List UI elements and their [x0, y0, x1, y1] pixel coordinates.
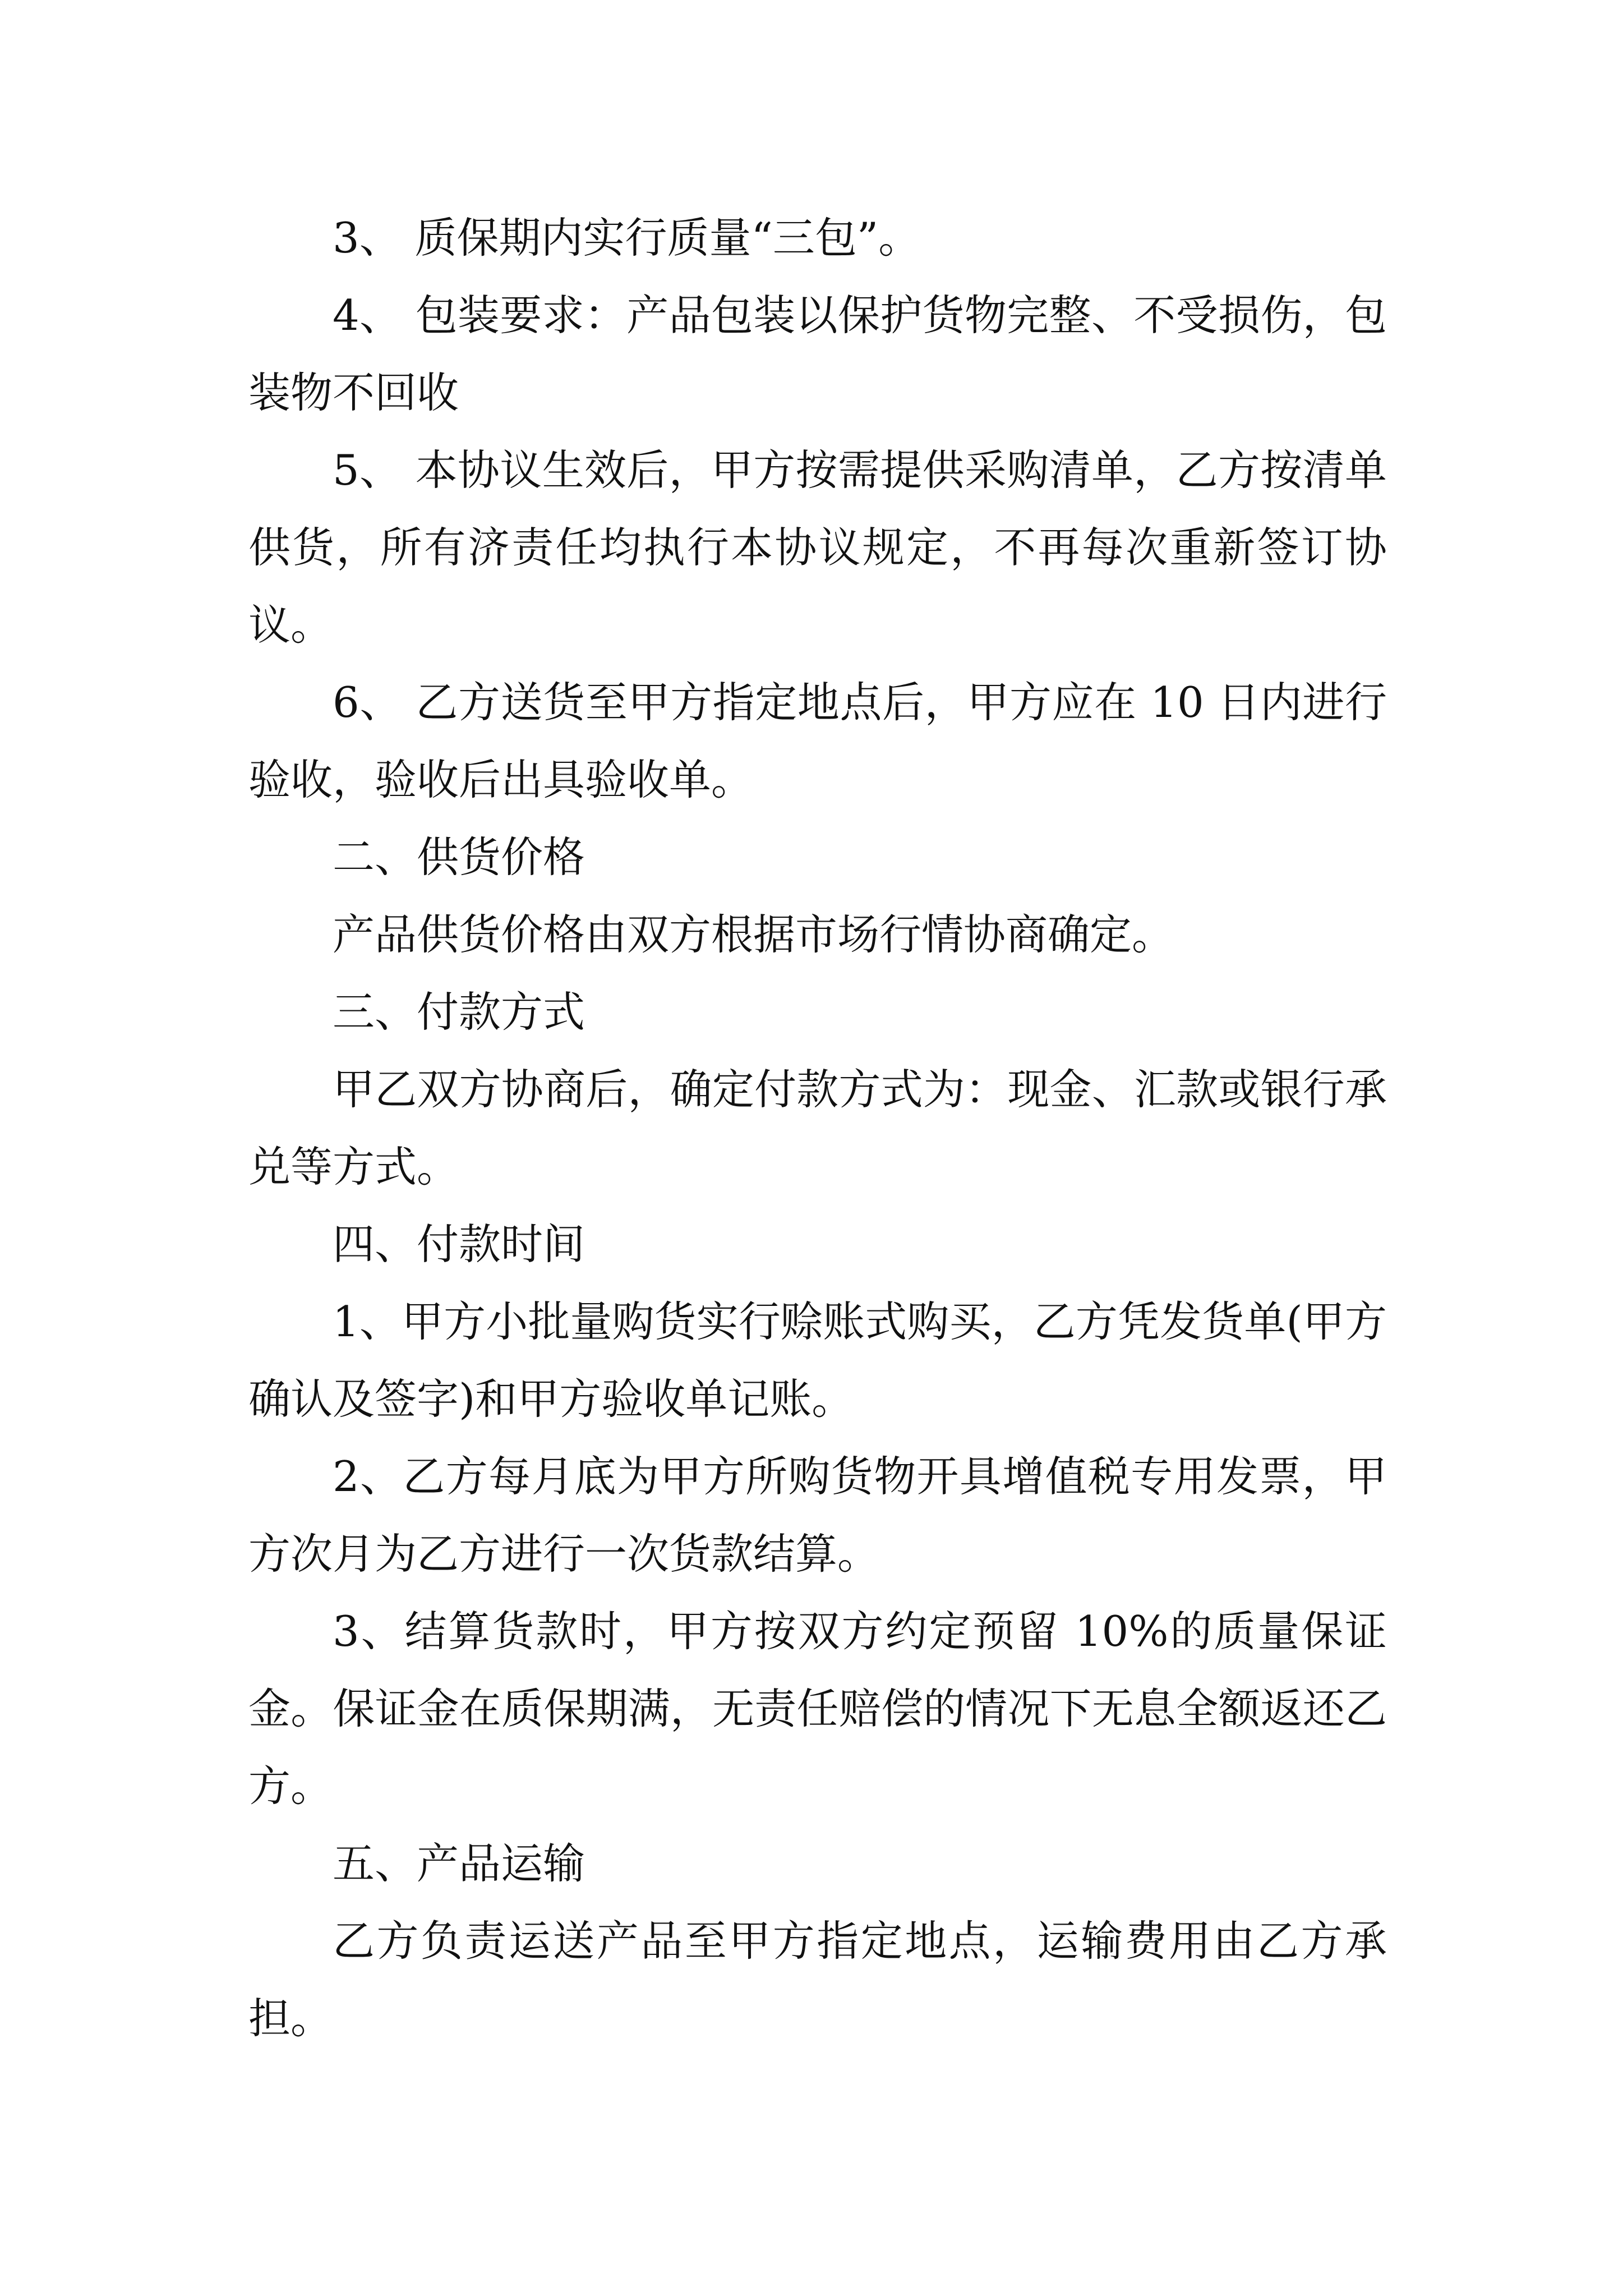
- transport-paragraph: 乙方负责运送产品至甲方指定地点，运输费用由乙方承担。: [248, 1916, 1387, 2043]
- payment-method-paragraph: 甲乙双方协商后，确定付款方式为：现金、汇款或银行承兑等方式。: [248, 1065, 1387, 1191]
- payment-time-item-2: 2、乙方每月底为甲方所购货物开具增值税专用发票，甲方次月为乙方进行一次货款结算。: [248, 1452, 1387, 1579]
- clause-6-acceptance: 6、 乙方送货至甲方指定地点后，甲方应在 10 日内进行验收，验收后出具验收单。: [248, 678, 1387, 804]
- section-heading-payment-time: 四、付款时间: [333, 1220, 585, 1269]
- section-heading-payment-method: 三、付款方式: [333, 987, 585, 1037]
- price-paragraph: 产品供货价格由双方根据市场行情协商确定。: [333, 910, 1174, 959]
- payment-time-item-1: 1、甲方小批量购货实行赊账式购买，乙方凭发货单(甲方确认及签字)和甲方验收单记账。: [248, 1297, 1387, 1424]
- clause-5-purchase-list: 5、 本协议生效后，甲方按需提供采购清单，乙方按清单供货，所有济责任均执行本协议规定，不再每次重新签订协议。: [248, 445, 1387, 650]
- clause-3-warranty: 3、 质保期内实行质量“三包”。: [333, 213, 921, 263]
- document-body: [248, 199, 1387, 2057]
- payment-time-item-3: 3、结算货款时，甲方按双方约定预留 10%的质量保证金。保证金在质保期满，无责任赔偿的情况下无息全额返还乙方。: [248, 1607, 1387, 1811]
- section-heading-transport: 五、产品运输: [333, 1839, 585, 1888]
- clause-4-packaging: 4、 包装要求：产品包装以保护货物完整、不受损伤，包装物不回收: [248, 291, 1387, 417]
- section-heading-price: 二、供货价格: [333, 832, 585, 882]
